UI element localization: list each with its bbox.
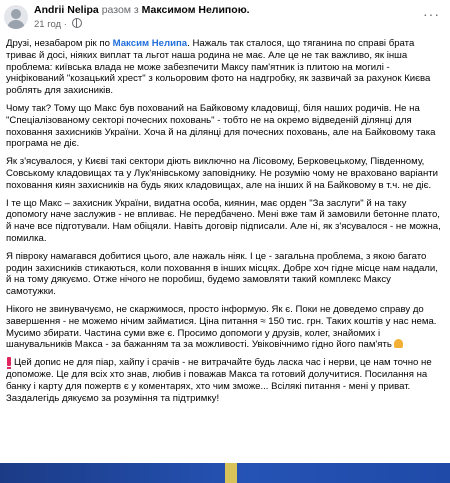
paragraph-6 xyxy=(6,304,442,351)
post-content xyxy=(6,38,442,410)
author-name[interactable]: Andrii Nelipa xyxy=(34,4,99,16)
tagged-person[interactable]: Максимом Нелипою. xyxy=(141,4,250,16)
paragraph-1-end: . Нажаль так сталося, що тяганина по справі брата триває й досі, ніяких виплат та льгот наша родина не має. Але це не так важливо, як інша проблема: київська влада не може забезпечити Максу пам'ятник із плитою на могилі - уніфікований "козацький хрест" з кольоровим фото на надгробку, як зазвичай за рахунок Києва роблять для захисників. xyxy=(6,38,431,97)
post-time[interactable]: 21 год xyxy=(34,19,62,30)
praying-hands-icon xyxy=(394,339,403,348)
avatar-head xyxy=(11,9,21,19)
paragraph-2: Чому так? Тому що Макс був похований на Байковому кладовищі, біля наших родичів. Не на "Спеціалізованому секторі почесних поховань" - тобто не на окремо відведеній ділянці для поховання захисників України. Хоча й на ділянці для почесних поховань, але на Байковому така програма не діє. xyxy=(6,102,436,150)
separator: · xyxy=(63,19,67,30)
paragraph-7-text: Цей допис не для пiар, хайпу і срачів - не витрачайте будь ласка час і нерви, це нам точно не допоможе. Це для всіх хто знав, любив і поважав Макса та готовий долучитися. Посилання на банку і карту для пожертв є у коментарях, хто чим зможе... Всілякі питання - мені у приват. Заздалегідь дякуємо за розуміння та підтримку! xyxy=(6,357,432,404)
paragraph-6-text: Нікого не звинувачуємо, не скаржимося, просто інформую. Як є. Поки не доведемо справу до завершення - не можемо нічим займатися. Ціна питання ≈ 150 тис. грн. Таких коштів у нас нема. Мусимо збирати. Частина суми вже є. Просимо допомоги у друзів, колег, знайомих і шанувальників Макса - за бажанням та за можливості. Увіковічнимо гідно його пам'ять xyxy=(6,303,437,351)
avatar-body xyxy=(7,20,25,29)
globe-icon xyxy=(72,18,82,28)
paragraph-5: Я півроку намагався добитися цього, але нажаль ніяк. І це - загальна проблема, з якою багато родин захисників стикаються, коли поховання в інших місцях. Добре хоч гідне місце нам надали, й на тому дякуємо. Отже нічого не поробиш, будемо замовляти такий комплекс Максу самотужки. xyxy=(6,250,438,298)
mention-link[interactable]: Максим Нелипа xyxy=(112,38,188,49)
paragraph-1-start: Друзі, незабаром рік по xyxy=(6,38,113,49)
paragraph-3: Як з'ясувалося, у Києві такі сектори діють виключно на Лісовому, Берковецькому, Південному, Совському кладовищах та у Лук'янівському заповіднику. Не розумію чому не враховано варіанти поховання киян захисників на будь яких кладовищах, але на інших й на Байковому в т.ч. не діє. xyxy=(6,156,439,191)
with-prefix: разом з xyxy=(101,4,139,16)
post-image[interactable] xyxy=(0,463,450,483)
red-exclamation-icon xyxy=(7,357,11,366)
avatar[interactable] xyxy=(4,5,28,29)
author-line xyxy=(34,4,250,17)
paragraph-4: І те що Макс – захисник України, видатна особа, киянин, має орден "За заслуги" й на таку допомогу наче заслужив - не впливає. Не передбачено. Мені вже там й замовили бетонне плато, й наче все підготували. Нам обіцяли. Навіть договір підписали. Але ні, як з'ясувалося - не можна, помилка. xyxy=(6,197,441,244)
post-header xyxy=(0,0,450,34)
paragraph-7 xyxy=(6,357,442,404)
paragraph-1 xyxy=(6,38,442,97)
image-yellow-stripe xyxy=(225,463,237,483)
more-options-button[interactable]: ··· xyxy=(423,6,440,22)
post-meta xyxy=(34,18,82,30)
